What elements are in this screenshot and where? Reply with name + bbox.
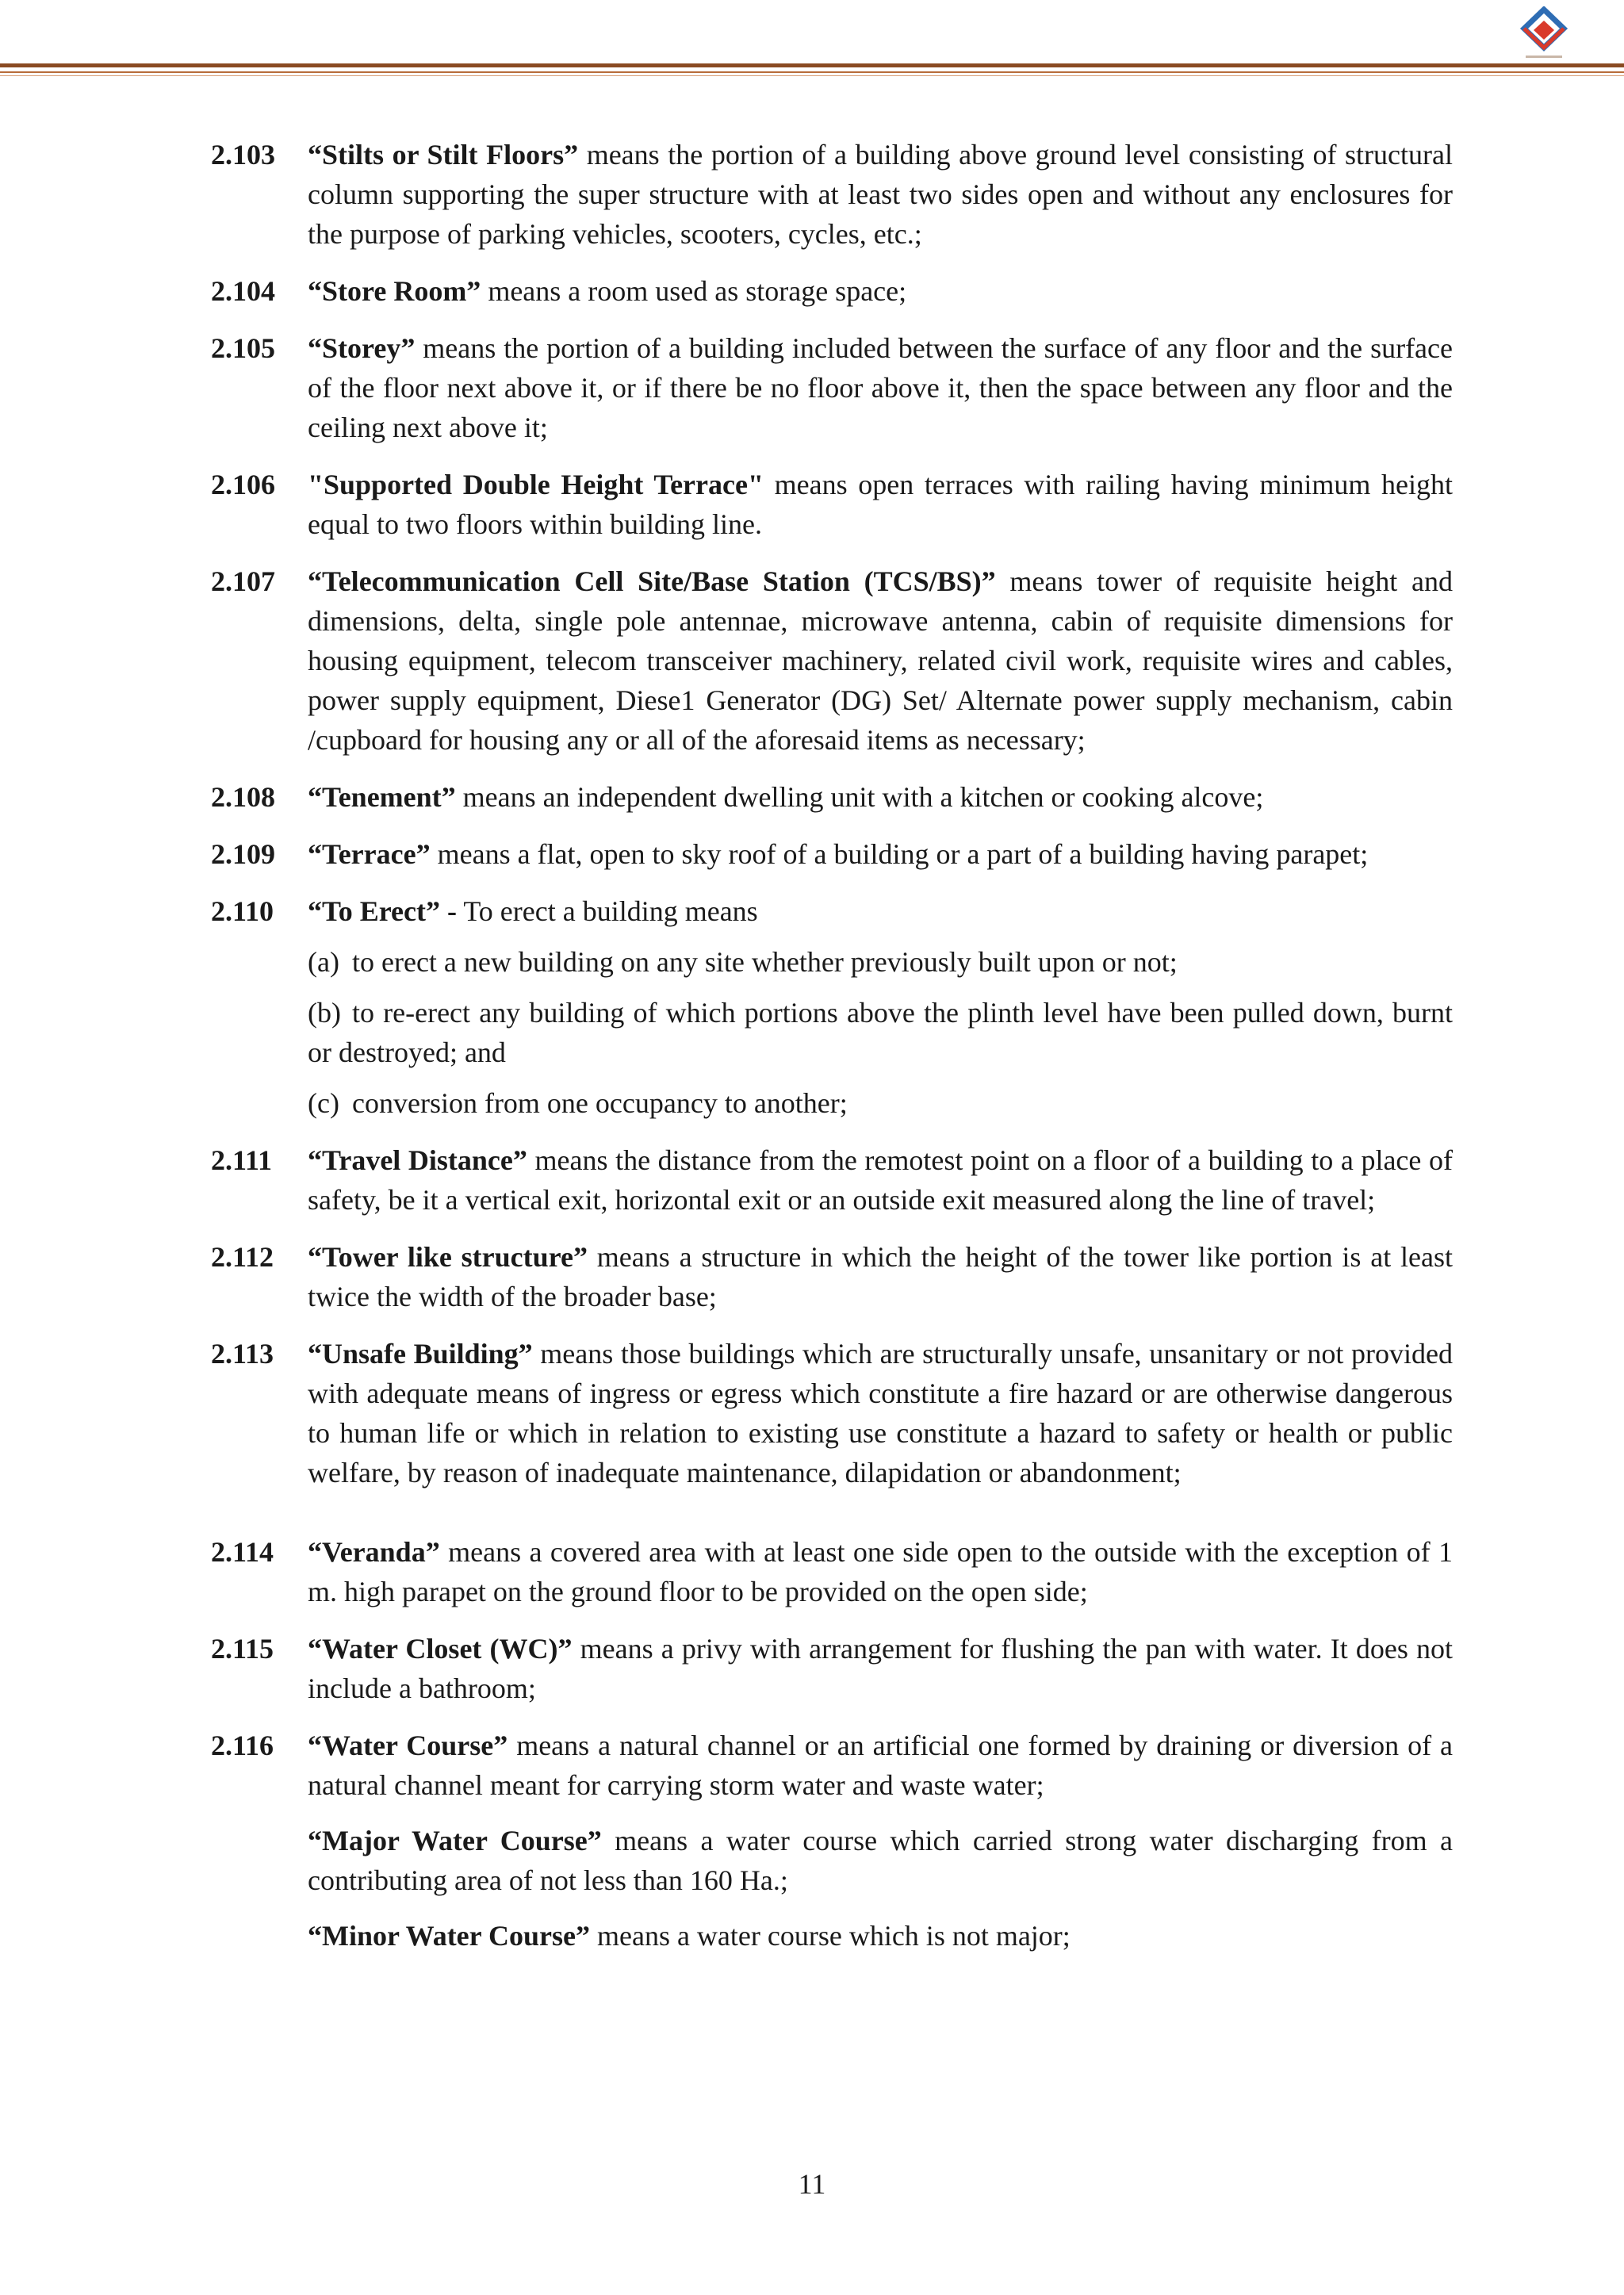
definition-text — [308, 1140, 1453, 1220]
definition-body: means the portion of a building above ground level consisting of structural column supporting the super structure with at least two sides open and without any enclosures for the purpose of parking vehicles, scooters, cycles, etc.; — [308, 139, 1453, 250]
defined-term: “Terrace” — [308, 838, 431, 870]
clause-number: 2.115 — [211, 1633, 274, 1665]
definition-text — [308, 777, 1453, 817]
definition-2-114 — [211, 1532, 1453, 1611]
clause-number: 2.104 — [211, 275, 275, 307]
definition-text — [308, 561, 1453, 760]
defined-term: “Unsafe Building” — [308, 1338, 533, 1370]
header-rule — [0, 63, 1624, 67]
definition-body: means tower of requisite height and dimensions, delta, single pole antennae, microwave antenna, cabin of requisite dimensions for housing equipment, telecom transceiver machinery, related civil work, requisite wires and cables, power supply equipment, Diese1 Generator (DG) Set/ Alternate power supply mechanism, cabin /cupboard for housing any or all of the aforesaid items as necessary; — [308, 565, 1453, 756]
definition-body: To erect a building means — [456, 895, 758, 927]
definition-body: means a room used as storage space; — [481, 275, 907, 307]
sub-definition-major — [308, 1821, 1453, 1900]
definition-body: means those buildings which are structurally unsafe, unsanitary or not provided with adequate means of ingress or egress which constitute a fire hazard or are otherwise dangerous to human life or which in relation to existing use constitute a hazard to safety or health or public welfare, by reason of inadequate maintenance, dilapidation or abandonment; — [308, 1338, 1453, 1488]
header-rule-thin — [0, 75, 1624, 76]
clause-number: 2.109 — [211, 838, 275, 870]
definitions-section — [211, 135, 1453, 1973]
list-item — [308, 993, 1453, 1072]
definition-body: means a water course which carried strong water discharging from a contributing area of not less than 160 Ha.; — [308, 1825, 1453, 1896]
definition-text — [308, 1532, 1453, 1611]
clause-number: 2.112 — [211, 1241, 274, 1273]
list-item — [308, 1083, 1453, 1123]
definition-body: means the portion of a building included between the surface of any floor and the surface of the floor next above it, or if there be no floor above it, then the space between any floor and the ceiling next above it; — [308, 332, 1453, 443]
defined-term: “Tower like structure” — [308, 1241, 588, 1273]
list-item-text: to re-erect any building of which portions above the plinth level have been pulled down, burnt or destroyed; and — [308, 997, 1453, 1068]
organization-logo-icon — [1516, 6, 1572, 65]
definition-text — [308, 891, 1453, 1123]
definition-text — [308, 1334, 1453, 1492]
defined-term: “To Erect” - — [308, 895, 457, 927]
list-item-label: (a) — [308, 946, 339, 978]
defined-term: "Supported Double Height Terrace" — [308, 469, 764, 500]
definition-body: means a flat, open to sky roof of a building or a part of a building having parapet; — [430, 838, 1369, 870]
list-item-label: (b) — [308, 997, 341, 1029]
clause-number: 2.116 — [211, 1730, 274, 1761]
header-rule-secondary — [0, 71, 1624, 73]
definition-2-111 — [211, 1140, 1453, 1220]
definition-body: means an independent dwelling unit with a kitchen or cooking alcove; — [455, 781, 1264, 813]
definition-2-104 — [211, 271, 1453, 311]
defined-term: “Telecommunication Cell Site/Base Station (TCS/BS)” — [308, 565, 996, 597]
definition-2-115 — [211, 1629, 1453, 1708]
definition-text — [308, 465, 1453, 544]
definition-2-106 — [211, 465, 1453, 544]
defined-term: “Travel Distance” — [308, 1144, 527, 1176]
definition-body: means a water course which is not major; — [589, 1920, 1071, 1952]
definition-body: means a privy with arrangement for flushing the pan with water. It does not include a bathroom; — [308, 1633, 1453, 1704]
clause-number: 2.113 — [211, 1338, 274, 1370]
defined-term: “Store Room” — [308, 275, 481, 307]
clause-number: 2.111 — [211, 1144, 273, 1176]
defined-term: “Veranda” — [308, 1536, 440, 1568]
definition-2-107 — [211, 561, 1453, 760]
list-item-label: (c) — [308, 1087, 339, 1119]
definition-text — [308, 1629, 1453, 1708]
defined-term: “Major Water Course” — [308, 1825, 602, 1856]
definition-text — [308, 1237, 1453, 1316]
defined-term: “Water Closet (WC)” — [308, 1633, 573, 1665]
definition-body: means a covered area with at least one side open to the outside with the exception of 1 m. high parapet on the ground floor to be provided on the open side; — [308, 1536, 1453, 1607]
list-item — [308, 942, 1453, 982]
definition-text — [308, 1726, 1453, 1956]
defined-term: “Minor Water Course” — [308, 1920, 590, 1952]
definition-2-108 — [211, 777, 1453, 817]
definition-2-103 — [211, 135, 1453, 254]
list-item-text: conversion from one occupancy to another; — [352, 1087, 848, 1119]
definition-text — [308, 271, 1453, 311]
definition-text — [308, 135, 1453, 254]
clause-number: 2.107 — [211, 565, 275, 597]
definition-2-112 — [211, 1237, 1453, 1316]
defined-term: “Stilts or Stilt Floors” — [308, 139, 579, 170]
sub-definition-minor — [308, 1916, 1453, 1956]
definition-body: means the distance from the remotest point on a floor of a building to a place of safety, be it a vertical exit, horizontal exit or an outside exit measured along the line of travel; — [308, 1144, 1453, 1216]
definition-2-113 — [211, 1334, 1453, 1492]
clause-number: 2.110 — [211, 895, 274, 927]
definition-body: means a natural channel or an artificial one formed by draining or diversion of a natural channel meant for carrying storm water and waste water; — [308, 1730, 1453, 1801]
definition-body: means open terraces with railing having minimum height equal to two floors within building line. — [308, 469, 1453, 540]
defined-term: “Tenement” — [308, 781, 456, 813]
definition-2-109 — [211, 834, 1453, 874]
clause-number: 2.106 — [211, 469, 275, 500]
clause-number: 2.103 — [211, 139, 275, 170]
list-item-text: to erect a new building on any site whether previously built upon or not; — [352, 946, 1178, 978]
clause-number: 2.108 — [211, 781, 275, 813]
defined-term: “Storey” — [308, 332, 416, 364]
page-number: 11 — [798, 2168, 826, 2200]
definition-2-110 — [211, 891, 1453, 1123]
definition-text — [308, 328, 1453, 447]
definition-body: means a structure in which the height of the tower like portion is at least twice the width of the broader base; — [308, 1241, 1453, 1312]
definition-2-116 — [211, 1726, 1453, 1956]
defined-term: “Water Course” — [308, 1730, 508, 1761]
definition-2-105 — [211, 328, 1453, 447]
clause-number: 2.105 — [211, 332, 275, 364]
clause-number: 2.114 — [211, 1536, 274, 1568]
definition-text — [308, 834, 1453, 874]
